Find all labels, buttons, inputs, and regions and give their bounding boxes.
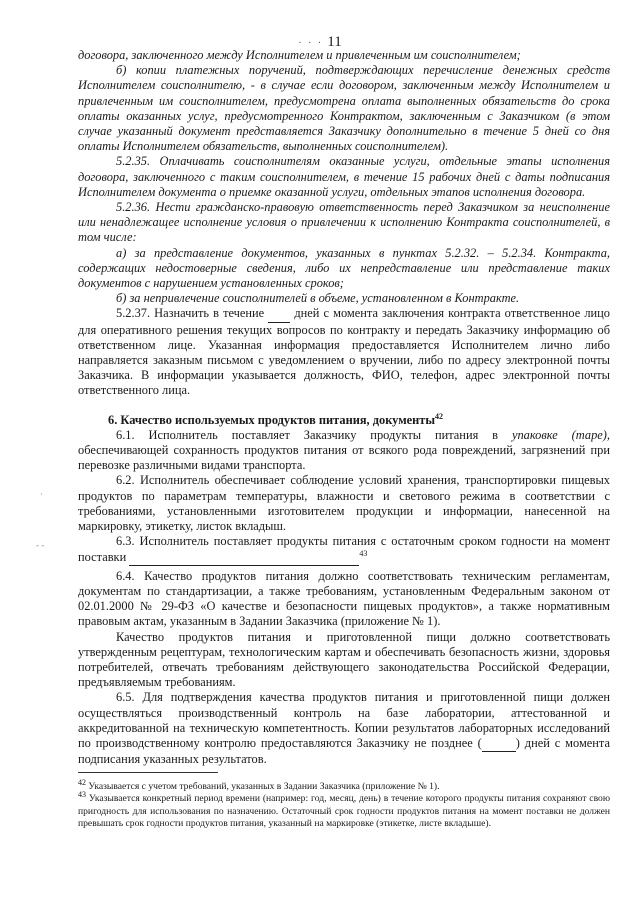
paragraph-6-5: [78, 690, 610, 767]
paragraph-6-1-end: обеспечивающей сохранность продуктов питания от всякого рода повреждений, загрязнений при перевозке различными видами транспорта.: [78, 443, 610, 473]
paragraph-6-3: [78, 534, 610, 565]
page-number-dots: · · ·: [298, 38, 324, 49]
page-number-value: 11: [327, 34, 342, 50]
footnote-ref-42: 42: [435, 411, 444, 421]
paragraph-5-2-36: 5.2.36. Нести гражданско-правовую ответственность перед Заказчиком за неисполнение или ненадлежащее исполнение условия о привлечении к исполнению Контракта соисполнителей, в том числе:: [78, 200, 610, 245]
scan-mark: ·: [40, 489, 43, 499]
paragraph-6-5-start: 6.5. Для подтверждения качества продуктов питания и приготовленной пищи должен осуществляться производственный контроль на базе лаборатории, аттестованной и аккредитованной на техническую компетентность. Копии результатов лабораторных исследований по производственному контролю предоставляются Заказчику не позднее (: [78, 690, 610, 750]
paragraph-5-2-36-b: б) за непривлечение соисполнителей в объеме, установленном в Контракте.: [116, 291, 520, 306]
paragraph-payment-orders: б) копии платежных поручений, подтверждающих перечисление денежных средств Исполнителем соисполнителю, - в случае если договором, заключенным между Исполнителем и привлеченным им соисполнителем, предусмотрена оплата выполненных обязательств до срока оплаты оказанных услуг, предусмотренного Контрактом, заключенным с Заказчиком (в этом случае указанный документ представляется Заказчику дополнительно в течение 5 дней со дня оплаты Исполнителем обязательств, выполненных соисполнителем).: [78, 63, 610, 154]
footnote-43-text: Указывается конкретный период времени (например: год, месяц, день) в течение которого продукты питания сохраняют свою пригодность для использования по назначению. Остаточный срок годности продуктов питания на момент поставки не должен превышать срок годности продуктов питания, указанный на маркировке (этикетке, листе вкладыше).: [78, 793, 610, 830]
paragraph-6-3-text: 6.3. Исполнитель поставляет продукты питания с остаточным сроком годности на момент поставки: [78, 534, 610, 564]
paragraph-5-2-37-start: 5.2.37. Назначить в течение: [116, 306, 265, 321]
footnote-43: [78, 790, 610, 830]
paragraph-5-2-37: [78, 306, 610, 398]
footnote-rule: [78, 772, 218, 773]
section-6-heading-text: 6. Качество используемых продуктов питания, документы: [108, 412, 436, 427]
paragraph-contract-continued: договора, заключенного между Исполнителем и привлеченным им соисполнителем;: [78, 48, 521, 62]
scan-mark: - -: [36, 540, 45, 550]
paragraph-6-1-italic: упаковке (таре),: [511, 427, 610, 442]
paragraph-5-2-36-a: а) за представление документов, указанных в пунктах 5.2.32. – 5.2.34. Контракта, содержащих недостоверные сведения, либо их непредставление или представление таких документов с нарушением установленных сроков;: [78, 245, 610, 291]
paragraph-6-2: 6.2. Исполнитель обеспечивает соблюдение условий хранения, транспортировки пищевых продуктов по параметрам температуры, влажности и светового режима в соответствии с требованиями, установленными изготовителем продукции и информации, нанесенной на маркировку, этикетку, листок вкладыш.: [78, 473, 610, 534]
footnote-ref-43: 43: [359, 548, 368, 558]
footnote-42: [78, 777, 610, 793]
document-body: [78, 48, 610, 767]
paragraph-quality-requirements: Качество продуктов питания и приготовленной пищи должно соответствовать утвержденным рецептурам, технологическим картам и обеспечивать безопасность жизни, здоровья потребителей, отвечать требованиям действующего законодательства Российской Федерации, предъявляемым требованиям.: [78, 629, 610, 690]
deadline-blank: [482, 736, 516, 752]
footnote-43-number: 43: [78, 790, 86, 800]
footnotes: [78, 772, 610, 831]
paragraph-5-2-37-end: дней с момента заключения контракта ответственное лицо для оперативного решения текущих вопросов по контракту и передать Заказчику информацию об ответственном лице. Указанная информация предоставляется Исполнителем лично либо направляется заказным письмом с уведомлением о вручении, либо по адресу электронной почты Заказчика. В информации указывается должность, ФИО, телефон, адрес электронной почты ответственного лица.: [78, 306, 610, 398]
footnote-42-number: 42: [78, 777, 86, 787]
paragraph-6-1: [78, 428, 610, 474]
shelf-life-blank: [129, 550, 359, 566]
days-blank: [268, 306, 290, 322]
section-6-heading: [78, 413, 610, 428]
paragraph-6-5-end: ) дней с момента подписания указанных результатов.: [78, 735, 610, 767]
footnote-42-text: Указывается с учетом требований, указанных в Задании Заказчика (приложение № 1).: [88, 781, 440, 792]
paragraph-5-2-35: 5.2.35. Оплачивать соисполнителям оказанные услуги, отдельные этапы исполнения договора, заключенного с таким соисполнителем, в течение 15 рабочих дней с даты подписания Исполнителем документа о приемке оказанной услуги, отдельных этапов исполнения договора.: [78, 154, 610, 199]
paragraph-6-4: 6.4. Качество продуктов питания должно соответствовать техническим регламентам, документам по стандартизации, а также требованиям, установленным Федеральным законом от 02.01.2000 № 29-ФЗ «О качестве и безопасности пищевых продуктов», а также нормативным правовым актам, указанным в Задании Заказчика (приложение № 1).: [78, 568, 610, 629]
paragraph-6-1-start: 6.1. Исполнитель поставляет Заказчику продукты питания в: [116, 427, 499, 442]
